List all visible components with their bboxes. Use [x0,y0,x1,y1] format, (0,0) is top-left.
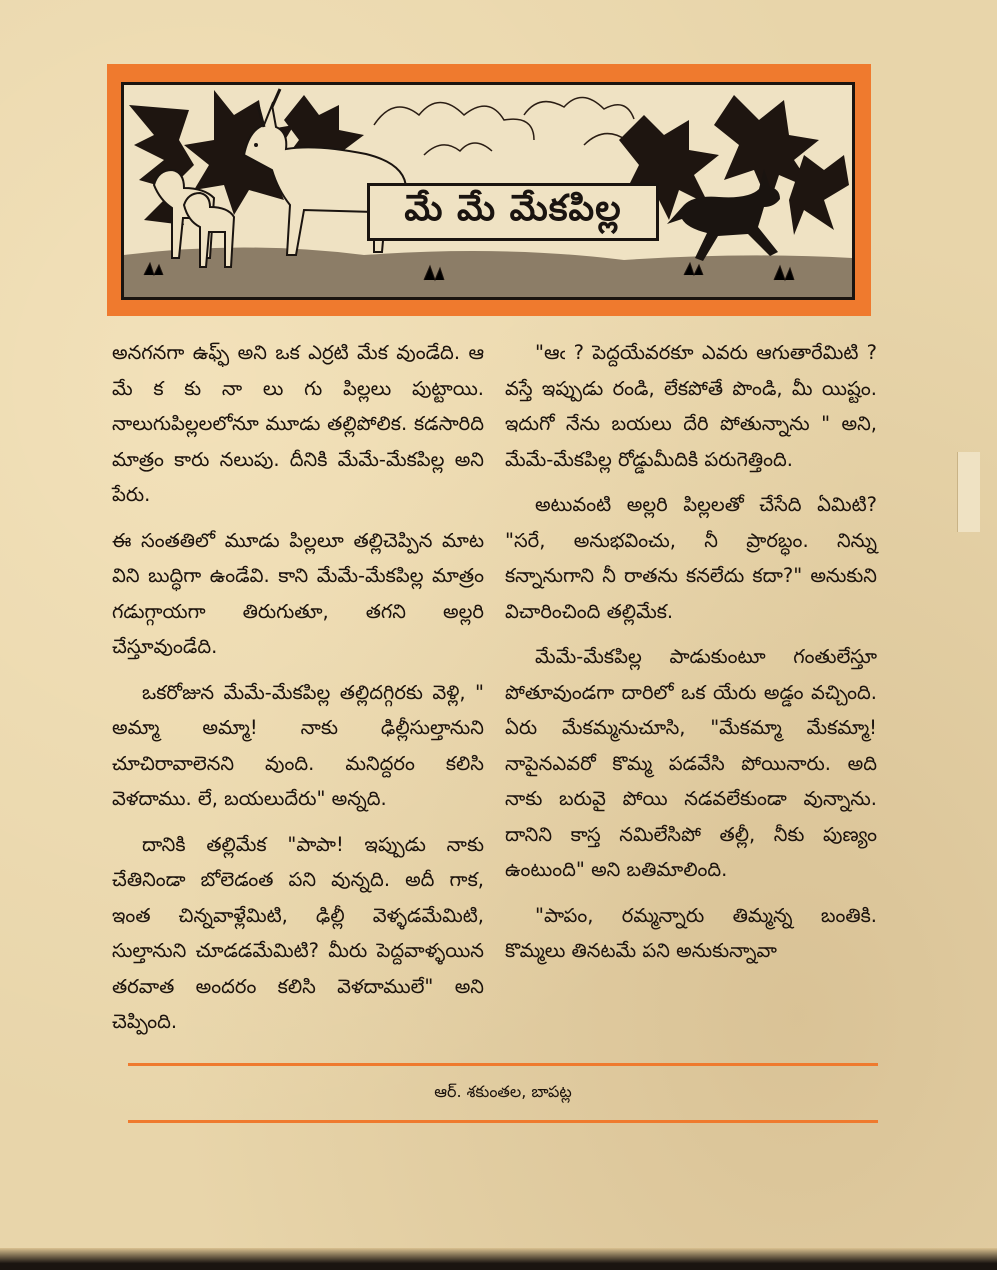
page-edge-tab [957,452,980,532]
page-bottom-edge [0,1248,997,1270]
paragraph: మేమే-మేకపిల్ల పాడుకుంటూ గంతులేస్తూ పోతూవుండగా దారిలో ఒక యేరు అడ్డం వచ్చింది. ఏరు మేకమ్మనుచూసి, "మేకమ్మా మేకమ్మా! నాపైనఎవరో కొమ్మ పడవేసి పోయినారు. అది నాకు బరువై పోయి నడవలేకుండా వున్నాను. దానిని కాస్త నమిలేసిపో తల్లీ, నీకు పుణ్యం ఉంటుంది" అని బతిమాలింది. [505,645,877,881]
paragraph: అనగనగా ఉఫ్ఫ్ అని ఒక ఎర్రటి మేక వుండేది. ఆ మే క కు నా లు గు పిల్లలు పుట్టాయి. నాలుగుపిల్లలలోనూ మూడు తల్లిపోలిక. కడసారిది మాత్రం కారు నలుపు. దీనికి మేమే-మేకపిల్ల అని పేరు. [112,341,484,506]
paragraph: ఈ సంతతిలో మూడు పిల్లలూ తల్లిచెప్పిన మాట విని బుద్ధిగా ఉండేవి. కాని మేమే-మేకపిల్ల మాత్రం గడుగ్గాయగా తిరుగుతూ, తగని అల్లరి చేస్తూవుండేది. [112,528,484,658]
author-byline: ఆర్. శకుంతల, బాపట్ల [434,1082,572,1101]
paragraph: "ఆఁ ? పెద్దయేవరకూ ఎవరు ఆగుతారేమిటి ? వస్తే ఇప్పుడు రండి, లేకపోతే పొండి, మీ యిష్టం. ఇదుగో నేను బయలు దేరి పోతున్నాను " అని, మేమే-మేకపిల్ల రోడ్డుమీదికి పరుగెత్తింది. [505,341,877,471]
right-column [505,335,877,979]
paragraph: దానికి తల్లిమేక "పాపా! ఇప్పుడు నాకు చేతినిండా బోలెడంత పని వున్నది. అదీ గాక, ఇంత చిన్నవాళ్లేమిటి, ఢిల్లీ వెళ్ళడమేమిటి, సుల్తానుని చూడడమేమిటి? మీరు పెద్దవాళ్ళయిన తరవాత అందరం కలిసి వెళదాములే" అని చెప్పింది. [112,832,484,1033]
story-title: మే మే మేకపిల్ల [367,183,659,241]
banner-illustration [121,82,855,300]
left-column [112,335,484,1050]
paragraph: ఒకరోజున మేమే-మేకపిల్ల తల్లిదగ్గిరకు వెళ్లి, " అమ్మా అమ్మా! నాకు ఢిల్లీసుల్తానుని చూచిరావాలెనని వుంది. మనిద్దరం కలిసి వెళదాము. లే, బయలుదేరు" అన్నది. [112,680,484,810]
byline-top-rule [128,1063,878,1066]
paragraph: "పాపం, రమ్మన్నారు తిమ్మన్న బంతికి. కొమ్మలు తినటమే పని అనుకున్నావా [505,903,877,962]
story-banner [107,64,871,316]
byline-bottom-rule [128,1120,878,1123]
paragraph: అటువంటి అల్లరి పిల్లలతో చేసేది ఏమిటి? "సరే, అనుభవించు, నీ ప్రారబ్ధం. నిన్ను కన్నానుగాని నీ రాతను కనలేదు కదా?" అనుకుని విచారించింది తల్లిమేక. [505,493,877,623]
